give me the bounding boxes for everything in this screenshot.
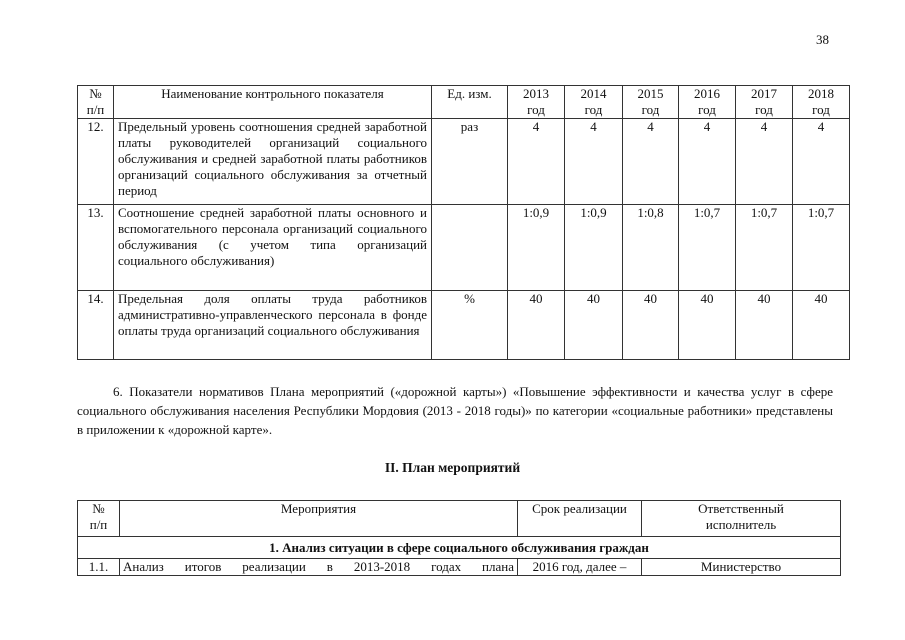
header-year: 2018 год bbox=[793, 86, 850, 119]
row-value: 4 bbox=[565, 119, 623, 205]
row-num: 1.1. bbox=[78, 559, 120, 576]
row-responsible: Министерство bbox=[642, 559, 841, 576]
header-year: 2015 год bbox=[623, 86, 679, 119]
row-num: 14. bbox=[78, 291, 114, 360]
row-value: 40 bbox=[623, 291, 679, 360]
header-year: 2014 год bbox=[565, 86, 623, 119]
header-measures: Мероприятия bbox=[120, 501, 518, 537]
table-header-row bbox=[78, 501, 841, 537]
header-year: 2017 год bbox=[736, 86, 793, 119]
plan-table bbox=[77, 500, 841, 576]
table-row bbox=[78, 119, 850, 205]
table-row bbox=[78, 559, 841, 576]
row-unit bbox=[432, 205, 508, 291]
row-term: 2016 год, далее – bbox=[518, 559, 642, 576]
section-heading: 1. Анализ ситуации в сфере социального обслуживания граждан bbox=[78, 537, 841, 559]
row-value: 40 bbox=[793, 291, 850, 360]
indicators-table bbox=[77, 85, 850, 360]
row-desc: Предельная доля оплаты труда работников административно-управленческого персонала в фонде оплаты труда организаций социального обслуживания bbox=[114, 291, 432, 360]
table-header-row bbox=[78, 86, 850, 119]
row-value: 4 bbox=[793, 119, 850, 205]
row-value: 40 bbox=[679, 291, 736, 360]
header-name: Наименование контрольного показателя bbox=[114, 86, 432, 119]
table-row bbox=[78, 205, 850, 291]
row-measure: Анализ итогов реализации в 2013-2018 годах плана bbox=[120, 559, 518, 576]
section-title: II. План мероприятий bbox=[384, 460, 521, 475]
row-value: 4 bbox=[623, 119, 679, 205]
row-value: 40 bbox=[565, 291, 623, 360]
row-value: 1:0,8 bbox=[623, 205, 679, 291]
row-value: 1:0,7 bbox=[736, 205, 793, 291]
row-desc: Предельный уровень соотношения средней заработной платы руководителей организаций социального обслуживания и средней заработной платы работников организаций социального обслуживания за отчетный период bbox=[114, 119, 432, 205]
header-term: Срок реализации bbox=[518, 501, 642, 537]
row-value: 1:0,7 bbox=[679, 205, 736, 291]
row-desc: Соотношение средней заработной платы основного и вспомогательного персонала организаций социального обслуживания (с учетом типа организаций социального обслуживания) bbox=[114, 205, 432, 291]
header-num: № п/п bbox=[78, 86, 114, 119]
paragraph-6: 6. Показатели нормативов Плана мероприятий («дорожной карты») «Повышение эффективности и качества услуг в сфере социального обслуживания населения Республики Мордовия (2013 - 2018 годы)» по категории «социальные работники» представлены в приложении к «дорожной карте». bbox=[77, 384, 833, 437]
row-value: 1:0,9 bbox=[565, 205, 623, 291]
row-value: 1:0,9 bbox=[508, 205, 565, 291]
header-year: 2016 год bbox=[679, 86, 736, 119]
row-unit: раз bbox=[432, 119, 508, 205]
table-section-row bbox=[78, 537, 841, 559]
header-responsible: Ответственный исполнитель bbox=[642, 501, 841, 537]
header-year: 2013 год bbox=[508, 86, 565, 119]
row-value: 4 bbox=[508, 119, 565, 205]
header-unit: Ед. изм. bbox=[432, 86, 508, 119]
row-value: 4 bbox=[736, 119, 793, 205]
page-number: 38 bbox=[816, 32, 829, 47]
header-num: № п/п bbox=[78, 501, 120, 537]
row-value: 1:0,7 bbox=[793, 205, 850, 291]
row-value: 40 bbox=[508, 291, 565, 360]
row-num: 12. bbox=[78, 119, 114, 205]
row-num: 13. bbox=[78, 205, 114, 291]
row-unit: % bbox=[432, 291, 508, 360]
row-value: 40 bbox=[736, 291, 793, 360]
row-value: 4 bbox=[679, 119, 736, 205]
table-row bbox=[78, 291, 850, 360]
